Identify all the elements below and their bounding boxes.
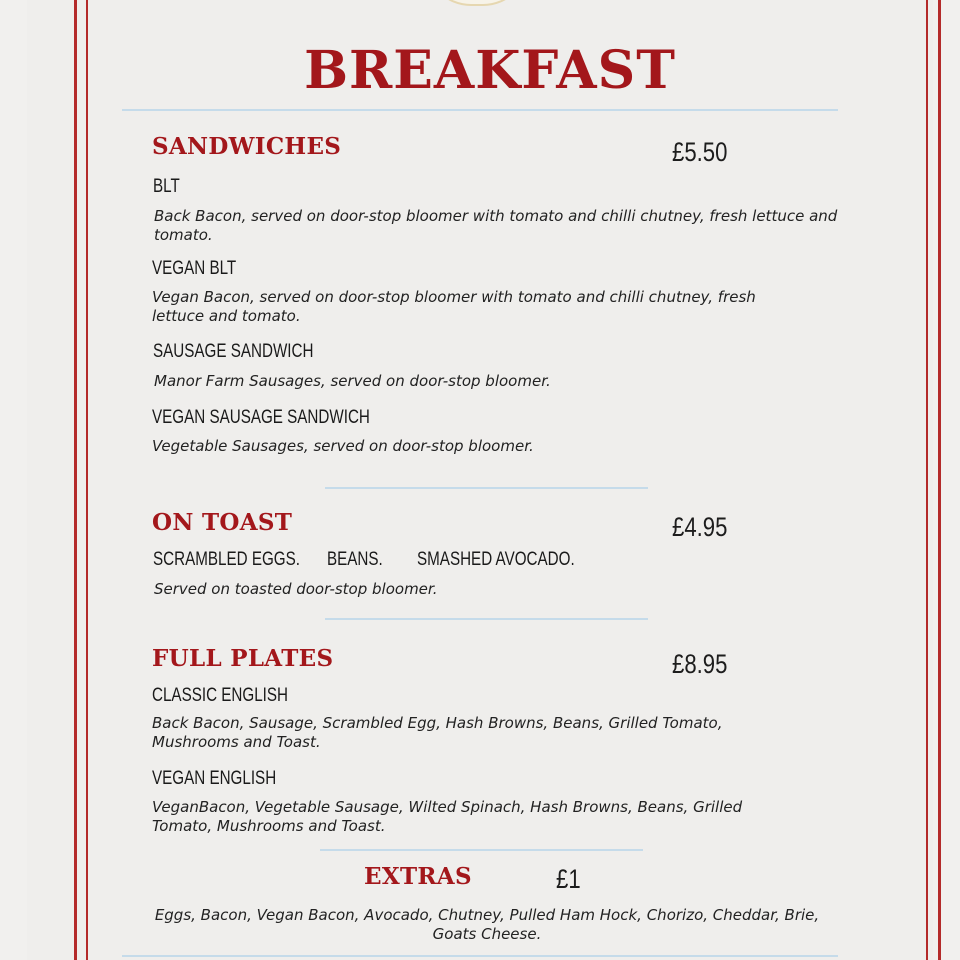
- menu-page: [27, 0, 933, 960]
- toast-option-beans: BEANS.: [327, 549, 383, 570]
- price-on-toast: £4.95: [672, 512, 728, 542]
- price-extras: £1: [556, 864, 581, 894]
- item-description: Vegetable Sausages, served on door-stop bloomer.: [152, 437, 534, 455]
- divider: [122, 109, 838, 111]
- item-description: Back Bacon, served on door-stop bloomer with tomato and chilli chutney, fresh lettuce and tomato.: [154, 207, 838, 244]
- divider: [320, 849, 643, 851]
- section-title-sandwiches: SANDWICHES: [152, 133, 342, 160]
- item-name: VEGAN SAUSAGE SANDWICH: [152, 407, 370, 428]
- toast-option-smashed-avocado: SMASHED AVOCADO.: [417, 549, 575, 570]
- price-sandwiches: £5.50: [672, 137, 728, 167]
- item-description: Back Bacon, Sausage, Scrambled Egg, Hash Browns, Beans, Grilled Tomato, Mushrooms and Toast.: [152, 714, 723, 751]
- item-description: Manor Farm Sausages, served on door-stop bloomer.: [154, 372, 551, 390]
- divider: [122, 955, 838, 957]
- border-line-left-outer: [74, 0, 77, 960]
- toast-option-scrambled-eggs: SCRAMBLED EGGS.: [153, 549, 300, 570]
- item-name: VEGAN ENGLISH: [152, 768, 277, 789]
- border-line-right-inner: [926, 0, 928, 960]
- divider: [325, 487, 648, 489]
- item-description: Served on toasted door-stop bloomer.: [154, 580, 438, 598]
- item-name: BLT: [153, 176, 180, 197]
- section-title-full-plates: FULL PLATES: [152, 645, 334, 672]
- item-name: CLASSIC ENGLISH: [152, 685, 288, 706]
- item-description: Vegan Bacon, served on door-stop bloomer with tomato and chilli chutney, fresh lettuce and tomato.: [152, 288, 756, 325]
- logo-emblem: [425, 0, 529, 6]
- item-name: SAUSAGE SANDWICH: [153, 341, 314, 362]
- item-description: VeganBacon, Vegetable Sausage, Wilted Spinach, Hash Browns, Beans, Grilled Tomato, Mushrooms and Toast.: [152, 798, 743, 835]
- border-line-right-outer: [938, 0, 941, 960]
- page-title: BREAKFAST: [304, 40, 676, 101]
- section-title-extras: EXTRAS: [364, 863, 472, 890]
- price-full-plates: £8.95: [672, 649, 728, 679]
- border-line-left-inner: [86, 0, 88, 960]
- section-title-on-toast: ON TOAST: [152, 509, 293, 536]
- divider: [325, 618, 648, 620]
- item-name: VEGAN BLT: [152, 258, 237, 279]
- extras-description: Eggs, Bacon, Vegan Bacon, Avocado, Chutney, Pulled Ham Hock, Chorizo, Cheddar, Brie, Goats Cheese.: [154, 906, 820, 943]
